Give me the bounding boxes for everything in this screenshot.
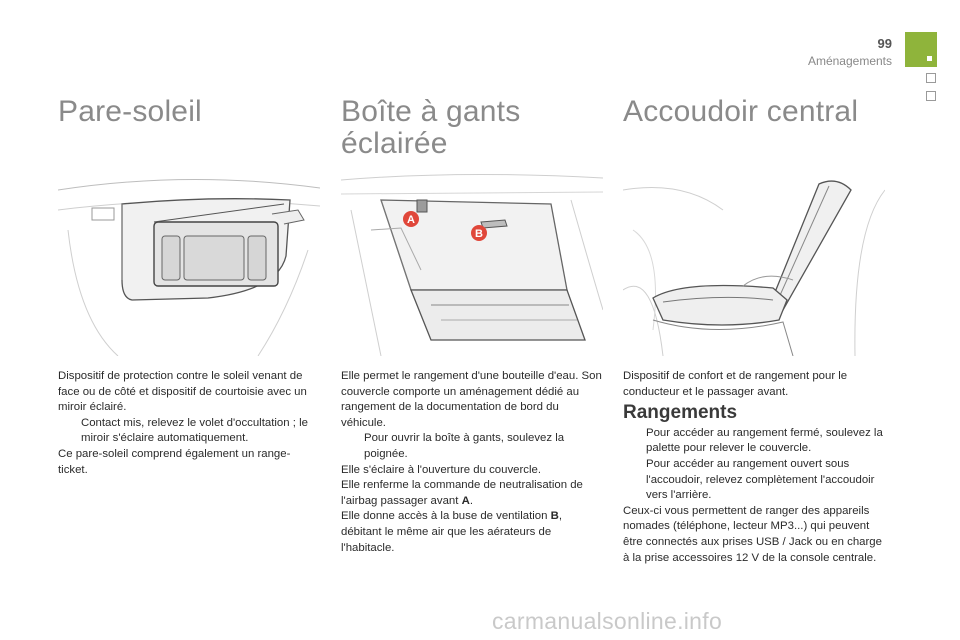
glovebox-light-paragraph: Elle s'éclaire à l'ouverture du couvercle.	[341, 463, 541, 476]
glovebox-paragraph: Elle permet le rangement d'une bouteille d'eau. Son couvercle comporte un aménagement dédié au rangement de la documentation de bord du véhicule.	[341, 370, 602, 429]
glovebox-vent-paragraph	[341, 509, 603, 556]
glovebox-title	[341, 96, 520, 160]
page-number: 99	[877, 36, 892, 51]
armrest-bullet-2	[623, 457, 885, 504]
section-name: Aménagements	[807, 54, 892, 68]
marker-b-label: B	[475, 228, 483, 240]
armrest-text	[623, 369, 885, 566]
glovebox-text	[341, 369, 603, 556]
chapter-square-1	[926, 73, 936, 83]
sun-visor-bullet	[58, 416, 315, 447]
watermark: carmanualsonline.info	[492, 608, 723, 634]
marker-a-label: A	[407, 214, 415, 226]
sun-visor-illustration	[58, 170, 320, 356]
airbag-text: Elle renferme la commande de neutralisation de l'airbag passager avant	[341, 479, 583, 507]
sun-visor-paragraph: Dispositif de protection contre le soleil venant de face ou de côté et dispositif de courtoisie avec un miroir éclairé.	[58, 370, 307, 414]
armrest-bullet-1-text: Pour accéder au rangement fermé, soulevez la palette pour relever le couvercle.	[646, 426, 883, 455]
armrest-paragraph: Dispositif de confort et de rangement pour le conducteur et le passager avant.	[623, 370, 848, 398]
storage-subtitle: Rangements	[623, 402, 738, 424]
chapter-tab	[905, 32, 937, 67]
armrest-bullet-1	[623, 426, 885, 457]
glovebox-bullet-text: Pour ouvrir la boîte à gants, soulevez la poignée.	[364, 432, 565, 460]
chapter-square-2	[926, 91, 936, 101]
armrest-bullet-2-text: Pour accéder au rangement ouvert sous l'accoudoir, relevez complètement l'accoudoir vers l'arrière.	[646, 457, 875, 502]
airbag-ref: A	[461, 494, 470, 507]
sun-visor-title: Pare-soleil	[58, 95, 202, 128]
vent-text-end: , débitant le même air que les aérateurs de l'habitacle.	[341, 510, 563, 554]
sun-visor-text	[58, 369, 315, 478]
armrest-devices-paragraph: Ceux-ci vous permettent de ranger des appareils nomades (téléphone, lecteur MP3...) qui peuvent être connectés aux prises USB / Jack ou en charge à la prise accessoires 12 V de la console centrale.	[623, 504, 882, 564]
airbag-text-end: .	[469, 494, 473, 507]
glovebox-airbag-paragraph	[341, 478, 603, 509]
chapter-tab-marker	[927, 56, 932, 61]
sun-visor-bullet-text: Contact mis, relevez le volet d'occultation ; le miroir s'éclaire automatiquement.	[81, 416, 308, 445]
vent-ref: B	[550, 510, 559, 523]
glovebox-title-line2: éclairée	[341, 127, 448, 160]
sun-visor-ticket-paragraph: Ce pare-soleil comprend également un range-ticket.	[58, 447, 291, 476]
glovebox-title-line1: Boîte à gants	[341, 95, 521, 128]
armrest-illustration	[623, 170, 885, 356]
vent-text: Elle donne accès à la buse de ventilation	[341, 510, 551, 523]
glovebox-illustration	[341, 170, 603, 356]
glovebox-bullet	[341, 431, 603, 462]
armrest-title: Accoudoir central	[623, 95, 859, 128]
